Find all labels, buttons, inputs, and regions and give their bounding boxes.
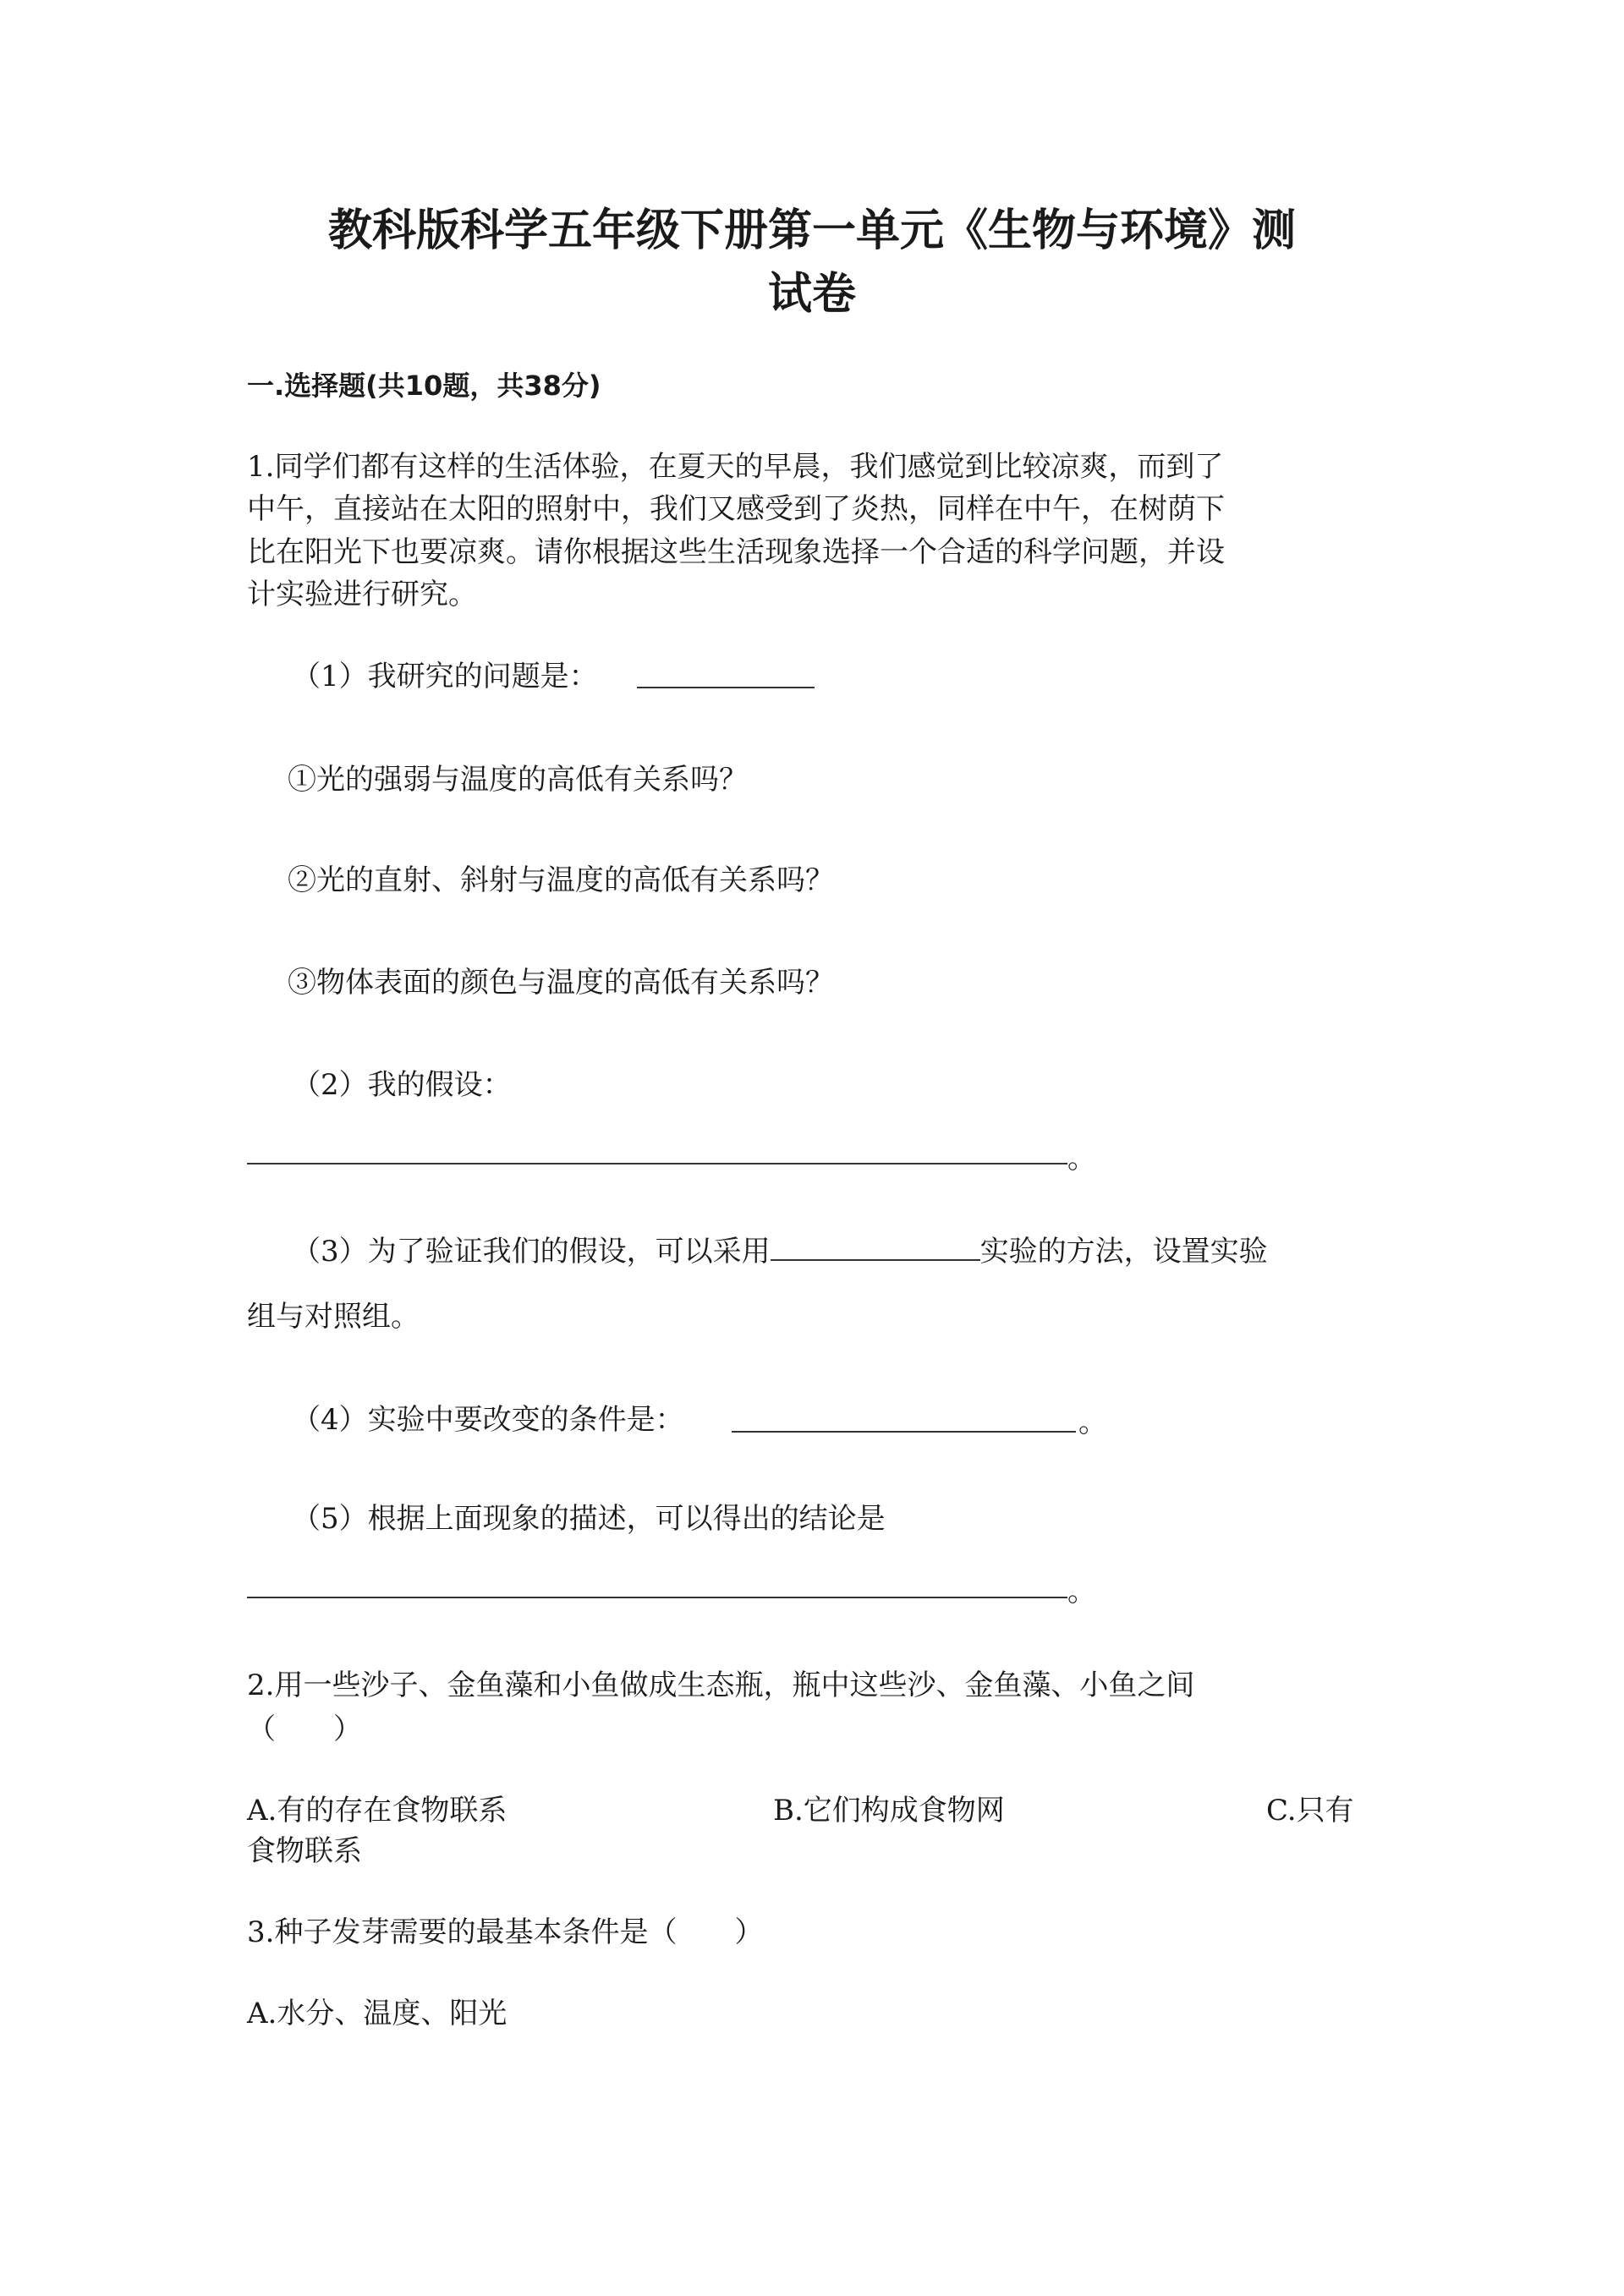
q1-part1-label: （1）我研究的问题是： xyxy=(292,660,598,693)
q1-part2-label: （2）我的假设： xyxy=(292,1068,512,1102)
q1-part1-blank[interactable] xyxy=(637,687,815,688)
q1-part3-text-b: 实验的方法，设置实验 xyxy=(979,1235,1268,1269)
q2-option-c[interactable]: C.只有 xyxy=(1266,1794,1354,1827)
q2-stem: 2.用一些沙子、金鱼藻和小鱼做成生态瓶，瓶中这些沙、金鱼藻、小鱼之间 xyxy=(247,1669,1195,1702)
section-heading: 一.选择题(共10题，共38分) xyxy=(247,370,601,402)
document-title-line2: 试卷 xyxy=(767,269,856,320)
period: 。 xyxy=(1067,1142,1096,1175)
q2-option-c-continuation: 食物联系 xyxy=(247,1834,362,1868)
q1-part4-blank[interactable] xyxy=(732,1431,1076,1433)
q1-part3-blank[interactable] xyxy=(771,1234,980,1261)
q2-option-a[interactable]: A.有的存在食物联系 xyxy=(247,1794,508,1827)
q1-part3-label xyxy=(292,1234,1268,1269)
q1-stem-line: 1.同学们都有这样的生活体验，在夏天的早晨，我们感觉到比较凉爽，而到了 xyxy=(247,450,1224,484)
q1-option-3: ③物体表面的颜色与温度的高低有关系吗？ xyxy=(288,966,834,1000)
q1-option-2: ②光的直射、斜射与温度的高低有关系吗？ xyxy=(288,863,834,897)
q1-part5-blank[interactable] xyxy=(247,1597,1067,1598)
q1-part3-text-a: （3）为了验证我们的假设，可以采用 xyxy=(292,1235,771,1269)
q1-option-1: ①光的强弱与温度的高低有关系吗？ xyxy=(288,763,748,797)
period: 。 xyxy=(1067,1575,1096,1608)
q1-stem-line: 比在阳光下也要凉爽。请你根据这些生活现象选择一个合适的科学问题，并设 xyxy=(247,535,1225,569)
q1-part4-label: （4）实验中要改变的条件是： xyxy=(292,1403,684,1437)
q2-answer-paren: （ ） xyxy=(247,1712,362,1746)
document-title-line1: 教科版科学五年级下册第一单元《生物与环境》测 xyxy=(327,205,1296,256)
q3-option-a[interactable]: A.水分、温度、阳光 xyxy=(247,1997,508,2030)
q3-stem: 3.种子发芽需要的最基本条件是（ ） xyxy=(247,1915,764,1949)
q1-part3-continuation: 组与对照组。 xyxy=(247,1300,420,1334)
q1-stem-line: 中午，直接站在太阳的照射中，我们又感受到了炎热，同样在中午，在树荫下 xyxy=(247,492,1225,526)
q1-part2-blank[interactable] xyxy=(247,1163,1067,1164)
period: 。 xyxy=(1078,1406,1107,1439)
q1-stem-line: 计实验进行研究。 xyxy=(247,578,477,611)
q2-option-b[interactable]: B.它们构成食物网 xyxy=(773,1794,1005,1827)
q1-part5-label: （5）根据上面现象的描述，可以得出的结论是 xyxy=(292,1502,886,1536)
